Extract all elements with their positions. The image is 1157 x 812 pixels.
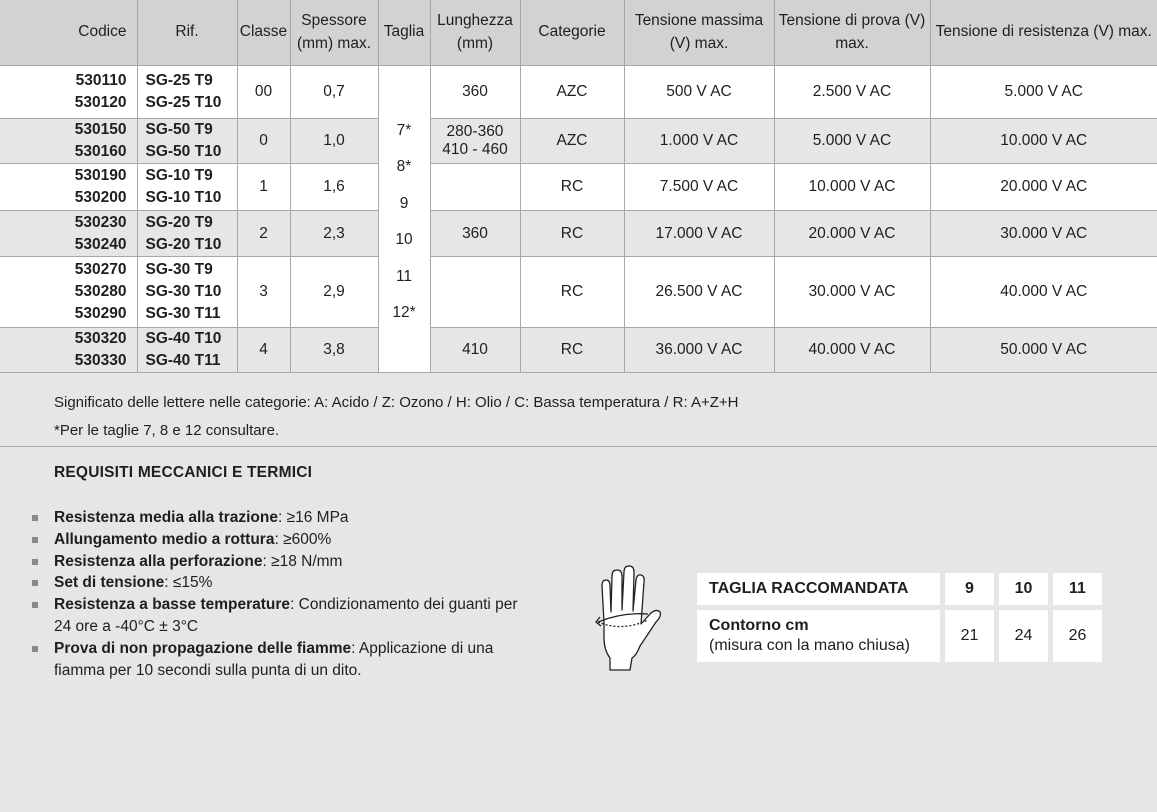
categorie-cell: RC: [520, 257, 624, 328]
square-bullet-icon: [32, 602, 38, 608]
list-item: Allungamento medio a rottura: ≥600%: [32, 529, 537, 551]
categorie-cell: RC: [520, 211, 624, 257]
categorie-cell: AZC: [520, 119, 624, 164]
rif-cell: SG-30 T9 SG-30 T10 SG-30 T11: [137, 257, 237, 328]
tensione-resistenza-cell: 5.000 V AC: [930, 66, 1157, 119]
size-row-value: 21: [945, 610, 994, 662]
tensione-prova-cell: 40.000 V AC: [774, 328, 930, 373]
codice-cell: 530150 530160: [0, 119, 137, 164]
taglia-value: 12*: [392, 304, 416, 321]
requirements-title: REQUISITI MECCANICI E TERMICI: [54, 464, 313, 481]
tensione-prova-cell: 2.500 V AC: [774, 66, 930, 119]
classe-cell: 1: [237, 164, 290, 211]
tensione-massima-cell: 500 V AC: [624, 66, 774, 119]
taglia-value: 10: [395, 231, 413, 248]
spessore-cell: 1,6: [290, 164, 378, 211]
table-row: [0, 328, 1157, 373]
taglia-value: 9: [399, 194, 409, 212]
list-item: Resistenza alla perforazione: ≥18 N/mm: [32, 551, 537, 573]
spessore-cell: 1,0: [290, 119, 378, 164]
size-header-value: 9: [945, 573, 994, 605]
codice-cell: 530230 530240: [0, 211, 137, 257]
tensione-prova-cell: 5.000 V AC: [774, 119, 930, 164]
tensione-resistenza-cell: 30.000 V AC: [930, 211, 1157, 257]
list-item: Resistenza media alla trazione: ≥16 MPa: [32, 507, 537, 529]
size-header-value: 11: [1053, 573, 1102, 605]
size-table: [692, 568, 1107, 667]
spessore-cell: 2,9: [290, 257, 378, 328]
tensione-prova-cell: 10.000 V AC: [774, 164, 930, 211]
size-header-row: [697, 573, 1102, 605]
lunghezza-cell: [430, 257, 520, 328]
size-row-label: Contorno cm (misura con la mano chiusa): [697, 610, 940, 662]
table-row: [0, 211, 1157, 257]
categorie-cell: RC: [520, 328, 624, 373]
header-row: [0, 0, 1157, 66]
table-row: [0, 66, 1157, 119]
codice-cell: 530110 530120: [0, 66, 137, 119]
classe-cell: 3: [237, 257, 290, 328]
square-bullet-icon: [32, 537, 38, 543]
spessore-cell: 0,7: [290, 66, 378, 119]
col-header-taglia: Taglia: [378, 0, 430, 66]
classe-cell: 00: [237, 66, 290, 119]
size-data-row: [697, 610, 1102, 662]
col-header-tensione-massima: Tensione massima (V) max.: [624, 0, 774, 66]
lunghezza-cell: 280-360 410 - 460: [430, 119, 520, 164]
list-item: Prova di non propagazione delle fiamme: Applicazione di una fiamma per 10 secondi sulla punta di un dito.: [32, 638, 537, 682]
tensione-massima-cell: 1.000 V AC: [624, 119, 774, 164]
square-bullet-icon: [32, 559, 38, 565]
categorie-cell: RC: [520, 164, 624, 211]
hand-measure-icon: [592, 562, 664, 672]
col-header-tensione-resistenza: Tensione di resistenza (V) max.: [930, 0, 1157, 66]
codice-cell: 530270 530280 530290: [0, 257, 137, 328]
classe-cell: 2: [237, 211, 290, 257]
categorie-cell: AZC: [520, 66, 624, 119]
tensione-resistenza-cell: 40.000 V AC: [930, 257, 1157, 328]
lunghezza-cell: [430, 164, 520, 211]
square-bullet-icon: [32, 646, 38, 652]
lunghezza-cell: 360: [430, 211, 520, 257]
size-header-label: TAGLIA RACCOMANDATA: [697, 573, 940, 605]
rif-cell: SG-40 T10 SG-40 T11: [137, 328, 237, 373]
rif-cell: SG-20 T9 SG-20 T10: [137, 211, 237, 257]
taglia-value: 8*: [396, 158, 412, 175]
tensione-massima-cell: 17.000 V AC: [624, 211, 774, 257]
col-header-lunghezza: Lunghezza (mm): [430, 0, 520, 66]
lunghezza-cell: 410: [430, 328, 520, 373]
table-row: [0, 119, 1157, 164]
col-header-spessore: Spessore (mm) max.: [290, 0, 378, 66]
section-divider: [0, 446, 1157, 447]
col-header-rif: Rif.: [137, 0, 237, 66]
notes: [54, 389, 739, 445]
tensione-prova-cell: 20.000 V AC: [774, 211, 930, 257]
tensione-massima-cell: 7.500 V AC: [624, 164, 774, 211]
tensione-massima-cell: 36.000 V AC: [624, 328, 774, 373]
codice-cell: 530190 530200: [0, 164, 137, 211]
classe-cell: 4: [237, 328, 290, 373]
col-header-categorie: Categorie: [520, 0, 624, 66]
tensione-resistenza-cell: 10.000 V AC: [930, 119, 1157, 164]
lunghezza-cell: 360: [430, 66, 520, 119]
size-header-value: 10: [999, 573, 1048, 605]
list-item: Resistenza a basse temperature: Condizionamento dei guanti per 24 ore a -40°C ± 3°C: [32, 594, 537, 638]
taglia-value: 11: [395, 267, 413, 285]
tensione-resistenza-cell: 50.000 V AC: [930, 328, 1157, 373]
col-header-codice: Codice: [0, 0, 137, 66]
square-bullet-icon: [32, 515, 38, 521]
codice-cell: 530320 530330: [0, 328, 137, 373]
tensione-resistenza-cell: 20.000 V AC: [930, 164, 1157, 211]
classe-cell: 0: [237, 119, 290, 164]
tensione-prova-cell: 30.000 V AC: [774, 257, 930, 328]
rif-cell: SG-50 T9 SG-50 T10: [137, 119, 237, 164]
requirements-list: [32, 507, 537, 681]
taglia-value: 7*: [396, 121, 412, 139]
table-row: [0, 257, 1157, 328]
tensione-massima-cell: 26.500 V AC: [624, 257, 774, 328]
table-row: [0, 164, 1157, 211]
taglia-cell: [378, 66, 430, 373]
square-bullet-icon: [32, 580, 38, 586]
list-item: Set di tensione: ≤15%: [32, 572, 537, 594]
spec-table: [0, 0, 1157, 373]
spessore-cell: 3,8: [290, 328, 378, 373]
size-row-value: 24: [999, 610, 1048, 662]
col-header-classe: Classe: [237, 0, 290, 66]
asterisk-note: *Per le taglie 7, 8 e 12 consultare.: [54, 422, 280, 439]
spessore-cell: 2,3: [290, 211, 378, 257]
category-legend: Significato delle lettere nelle categorie: A: Acido / Z: Ozono / H: Olio / C: Bassa temperatura / R: A+Z+H: [54, 394, 739, 411]
rif-cell: SG-10 T9 SG-10 T10: [137, 164, 237, 211]
size-row-value: 26: [1053, 610, 1102, 662]
rif-cell: SG-25 T9 SG-25 T10: [137, 66, 237, 119]
col-header-tensione-prova: Tensione di prova (V) max.: [774, 0, 930, 66]
